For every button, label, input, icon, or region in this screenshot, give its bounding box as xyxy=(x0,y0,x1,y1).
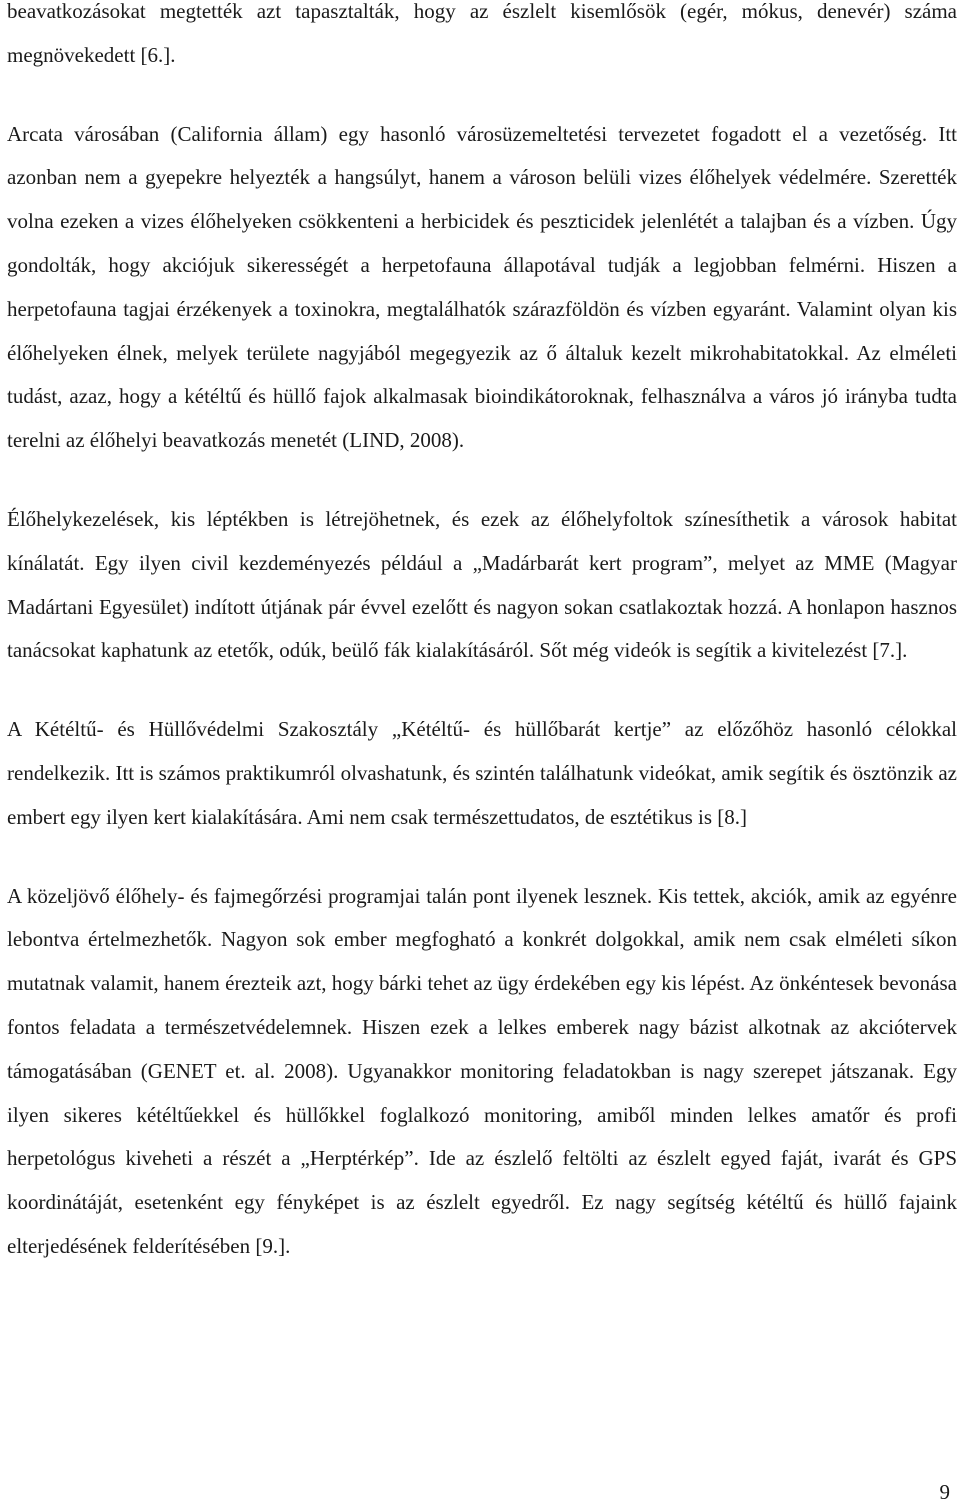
paragraph-gap xyxy=(7,673,957,708)
paragraph-1: beavatkozásokat megtették azt tapasztalták, hogy az észlelt kisemlősök (egér, mókus, denevér) száma megnövekedett [6.]. xyxy=(7,0,957,67)
paragraph-2: Arcata városában (California állam) egy hasonló városüzemeltetési tervezetet fogadott el a vezetőség. Itt azonban nem a gyepekre helyezték a hangsúlyt, hanem a városon belüli vizes élőhelyek védelmére. Szerették volna ezeken a vizes élőhelyeken csökkenteni a herbicidek és peszticidek jelenlétét a talajban és a vízben. Úgy gondolták, hogy akciójuk sikerességét a herpetofauna állapotával tudják a legjobban felmérni. Hiszen a herpetofauna tagjai érzékenyek a toxinokra, megtalálhatók szárazföldön és vízben egyaránt. Valamint olyan kis élőhelyeken élnek, melyek területe nagyjából megegyezik az ő általuk kezelt mikrohabitatokkal. Az elméleti tudást, azaz, hogy a kétéltű és hüllő fajok alkalmasak bioindikátoroknak, felhasználva a város jó irányba tudta terelni az élőhelyi beavatkozás menetét (LIND, 2008). xyxy=(7,121,957,453)
paragraph-gap xyxy=(7,463,957,498)
paragraph-3: Élőhelykezelések, kis léptékben is létrejöhetnek, és ezek az élőhelyfoltok színesíthetik a városok habitat kínálatát. Egy ilyen civil kezdeményezés például a „Madárbarát kert program”, melyet az MME (Magyar Madártani Egyesület) indított útjának pár évvel ezelőtt és nagyon sokan csatlakoztak hozzá. A honlapon hasznos tanácsokat kaphatunk az etetők, odúk, beülő fák kialakításáról. Sőt még videók is segítik a kivitelezést [7.]. xyxy=(7,506,957,663)
document-page xyxy=(7,0,957,1269)
page-number: 9 xyxy=(939,1480,950,1504)
paragraph-5: A közeljövő élőhely- és fajmegőrzési programjai talán pont ilyenek lesznek. Kis tettek, akciók, amik az egyénre lebontva értelmezhetők. Nagyon sok ember megfogható a konkrét dolgokkal, amik nem csak elméleti síkon mutatnak valamit, hanem érezteik azt, hogy bárki tehet az ügy érdekében egy kis lépést. Az önkéntesek bevonása fontos feladata a természetvédelemnek. Hiszen ezek a lelkes emberek nagy bázist alkotnak az akciótervek támogatásában (GENET et. al. 2008). Ugyanakkor monitoring feladatokban is nagy szerepet játszanak. Egy ilyen sikeres kétéltűekkel és hüllőkkel foglalkozó monitoring, amiből minden lelkes amatőr és profi herpetológus kiveheti a részét a „Herptérkép”. Ide az észlelő feltölti az észlelt egyed faját, ivarát és GPS koordinátáját, esetenként egy fényképet is az észlelt egyedről. Ez nagy segítség kétéltű és hüllő fajaink elterjedésének felderítésében [9.]. xyxy=(7,883,957,1258)
paragraph-gap xyxy=(7,78,957,113)
paragraph-gap xyxy=(7,840,957,875)
paragraph-4: A Kétéltű- és Hüllővédelmi Szakosztály „Kétéltű- és hüllőbarát kertje” az előzőhöz hasonló célokkal rendelkezik. Itt is számos praktikumról olvashatunk, és szintén találhatunk videókat, amik segítik és ösztönzik az embert egy ilyen kert kialakítására. Ami nem csak természettudatos, de esztétikus is [8.] xyxy=(7,717,958,829)
